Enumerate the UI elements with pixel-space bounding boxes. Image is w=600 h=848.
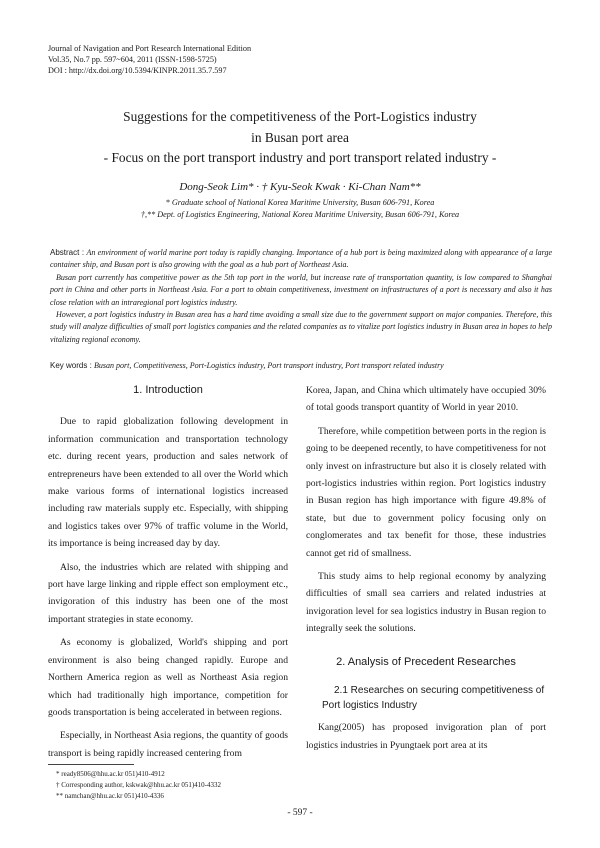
footnote-2: † Corresponding author, kskwak@hhu.ac.kr 051)410-4332 [56, 781, 221, 789]
body-paragraph: Also, the industries which are related with shipping and port have large linking and ripple effect son employment etc., invigoration of this industry has been one of the most important strategies in state economy. [48, 561, 288, 625]
abstract-label: Abstract : [50, 248, 87, 257]
keywords-text: Busan port, Competitiveness, Port-Logistics industry, Port transport industry, Port transport related industry [94, 361, 444, 370]
journal-name: Journal of Navigation and Port Research International Edition [48, 44, 252, 53]
page-number: - 597 - [287, 808, 313, 818]
title-line-1: Suggestions for the competitiveness of the Port-Logistics industry [123, 109, 477, 124]
journal-volume: Vol.35, No.7 pp. 597~604, 2011 (ISSN-1598-5725) [48, 55, 217, 64]
affiliation-2: †,** Dept. of Logistics Engineering, National Korea Maritime University, Busan 606-791, Korea [140, 210, 460, 219]
abstract [50, 247, 552, 346]
abstract-text-1: An environment of world marine port today is rapidly changing. Importance of a hub port is being maximized along with appearance of a large container ship, and Busan port is also growing with the goal as a hub port of Northeast Asia. [50, 248, 553, 270]
footnotes [56, 769, 221, 802]
section-heading-precedent-research: 2. Analysis of Precedent Researches [336, 655, 516, 668]
subsection-heading: 2.1 Researches on securing competitiveness of Port logistics Industry [322, 685, 545, 712]
keywords [50, 361, 552, 370]
affiliation-1: * Graduate school of National Korea Maritime University, Busan 606-791, Korea [165, 198, 435, 207]
footnote-divider [48, 764, 134, 765]
body-paragraph: As economy is globalized, World's shipping and port environment is also being changed rapidly. Europe and Northern America region as well as Northeast Asia region which had traditionally high importance, competition for goods transportation is being accelerated in between regions. [48, 637, 288, 718]
abstract-paragraph-3: However, a port logistics industry in Busan area has a hard time avoiding a small size due to the government support on major companies. Therefore, this study will analyze difficulties of small port logistics companies and the related companies as to vitalize port logistics industry in Busan area in hopes to help vitalizing regional economy. [50, 310, 552, 344]
body-paragraph: Due to rapid globalization following development in information communication and transportation technology etc. during recent years, production and sales network of entrepreneurs have been extended to all over the World which make various forms of international logistics increased including raw materials supply etc. Especially, with shipping and logistics takes over 97% of traffic volume in the World, its importance is being increased day by day. [48, 416, 288, 550]
paper-title [40, 107, 560, 169]
journal-header [48, 43, 251, 76]
footnote-3: ** namchan@hhu.ac.kr 051)410-4336 [56, 792, 164, 800]
title-line-3: - Focus on the port transport industry and port transport related industry - [103, 150, 497, 165]
right-column [306, 382, 546, 760]
title-line-2: in Busan port area [251, 129, 349, 145]
body-paragraph: Korea, Japan, and China which ultimately have occupied 30% of total goods transport quantity of World in year 2010. [306, 385, 546, 414]
body-paragraph: Kang(2005) has proposed invigoration plan of port logistics industries in Pyungtaek port area at its [306, 722, 546, 751]
abstract-paragraph-2: Busan port currently has competitive power as the 5th top port in the world, but increase rate of transportation quantity, is low compared to Shanghai port in China and other ports in Northeast Asia. For a port to obtain competitiveness, investment on infrastructures of a port is necessary and also it has close relation with an intraregional port logistics industry. [50, 272, 552, 307]
body-paragraph: This study aims to help regional economy by analyzing difficulties of small sea carriers and related industries at invigoration level for sea logistics industry in Busan region to integrally seek the solutions. [306, 571, 546, 635]
left-column [48, 382, 288, 768]
footnote-1: * ready8506@hhu.ac.kr 051)410-4912 [56, 770, 165, 778]
abstract-paragraph-1 [50, 247, 552, 272]
body-paragraph: Especially, in Northeast Asia regions, the quantity of goods transport is being rapidly increased centering from [48, 730, 288, 759]
keywords-label: Key words : [50, 361, 95, 370]
journal-doi: DOI : http://dx.doi.org/10.5394/KINPR.2011.35.7.597 [48, 66, 227, 75]
body-paragraph: Therefore, while competition between ports in the region is going to be deepened recently, to have competitiveness for not only invest on infrastructure but also it is closely related with port-logistics industries within region. Port logistics industry in Busan region has high importance with figure 49.8% of state, but due to government policy focusing only on conglomerates and tax benefit for those, these industries cannot get rid of smallness. [306, 425, 546, 559]
author-list: Dong-Seok Lim* · † Kyu-Seok Kwak · Ki-Chan Nam** [179, 181, 421, 193]
section-heading-introduction: 1. Introduction [133, 384, 203, 396]
